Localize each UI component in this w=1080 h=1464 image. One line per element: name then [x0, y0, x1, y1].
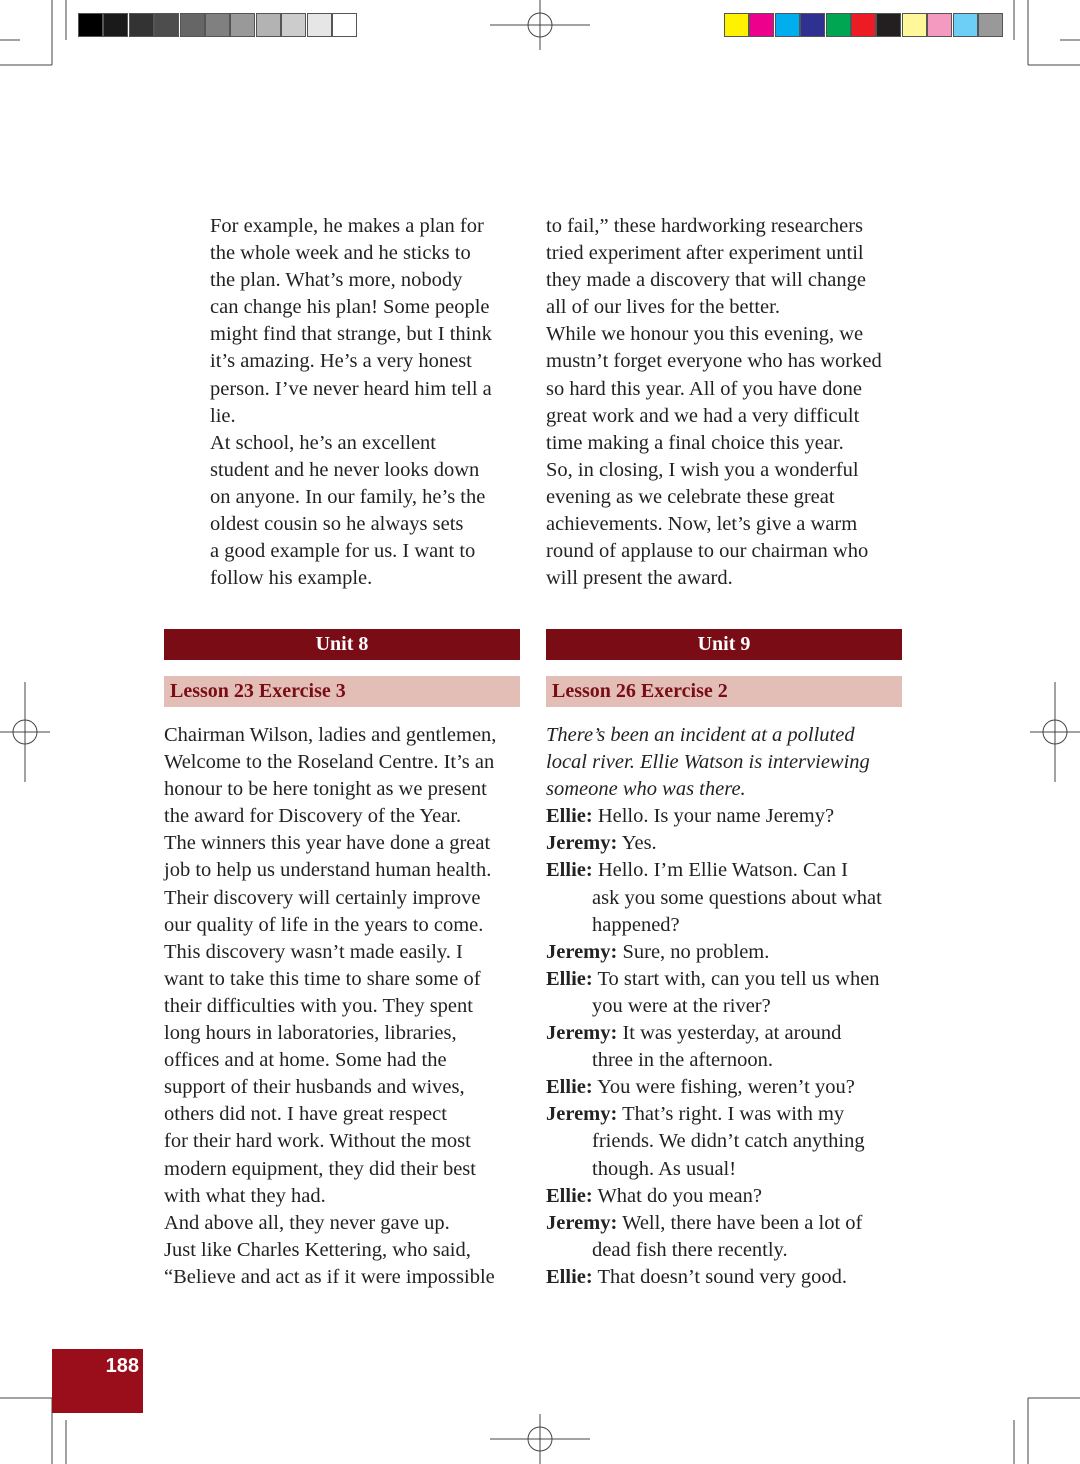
text-line: While we honour you this evening, we: [546, 323, 864, 346]
speaker-name: Jeremy:: [546, 940, 618, 963]
text-line: with what they had.: [164, 1184, 326, 1207]
dialogue-text: That’s right. I was with my: [622, 1103, 845, 1126]
registration-target-bottom: [490, 1414, 590, 1464]
text-line: long hours in laboratories, libraries,: [164, 1022, 457, 1045]
lesson-23-exercise-3-header: Lesson 23 Exercise 3: [164, 676, 520, 707]
text-line: The winners this year have done a great: [164, 832, 491, 855]
dialogue-text: three in the afternoon.: [592, 1049, 774, 1072]
text-line: to fail,” these hardworking researchers: [546, 215, 864, 237]
dialogue-line: [546, 1183, 882, 1210]
text-line: a good example for us. I want to: [210, 540, 476, 563]
continued-text-right: [546, 213, 882, 592]
speaker-name: Ellie:: [546, 1076, 593, 1099]
text-line: honour to be here tonight as we present: [164, 778, 487, 801]
text-line: lie.: [210, 404, 236, 427]
text-line: Just like Charles Kettering, who said,: [164, 1238, 471, 1261]
text-line: Welcome to the Roseland Centre. It’s an: [164, 751, 495, 774]
dialogue-line: [546, 1156, 882, 1183]
page-number: 188: [52, 1349, 143, 1413]
dialogue-line: [546, 939, 882, 966]
lesson-26-exercise-2-header: Lesson 26 Exercise 2: [546, 676, 902, 707]
unit-8-header: Unit 8: [164, 629, 520, 660]
text-line: the award for Discovery of the Year.: [164, 805, 462, 828]
dialogue-line: [546, 857, 882, 884]
text-line: will present the award.: [546, 567, 733, 590]
text-line: mustn’t forget everyone who has worked: [546, 350, 882, 373]
dialogue-text: though. As usual!: [592, 1157, 737, 1180]
unit-8-speech-text: [164, 722, 496, 1291]
text-line: evening as we celebrate these great: [546, 485, 835, 508]
dialogue-line: [546, 830, 882, 857]
dialogue-text: happened?: [592, 913, 680, 936]
dialogue-text: That doesn’t sound very good.: [597, 1265, 848, 1288]
intro-line: someone who was there.: [546, 778, 746, 801]
dialogue-line: [546, 966, 882, 993]
text-line: might find that strange, but I think: [210, 323, 492, 346]
text-line: tried experiment after experiment until: [546, 242, 864, 265]
text-line: So, in closing, I wish you a wonderful: [546, 458, 859, 481]
text-line: they made a discovery that will change: [546, 269, 866, 292]
text-line: person. I’ve never heard him tell a: [210, 377, 492, 400]
dialogue-text: Yes.: [621, 832, 657, 855]
text-line: For example, he makes a plan for: [210, 215, 484, 237]
speaker-name: Jeremy:: [546, 832, 618, 855]
text-line: all of our lives for the better.: [546, 296, 780, 319]
text-line: “Believe and act as if it were impossible: [164, 1265, 495, 1288]
dialogue-text: What do you mean?: [597, 1184, 762, 1207]
text-line: want to take this time to share some of: [164, 967, 481, 990]
text-line: for their hard work. Without the most: [164, 1130, 471, 1153]
dialogue-line: [546, 1020, 882, 1047]
text-line: round of applause to our chairman who: [546, 540, 869, 563]
continued-text-left: [210, 213, 492, 592]
text-line: so hard this year. All of you have done: [546, 377, 862, 400]
text-line: time making a final choice this year.: [546, 431, 844, 454]
text-line: This discovery wasn’t made easily. I: [164, 940, 463, 963]
dialogue-text: You were fishing, weren’t you?: [597, 1076, 855, 1099]
text-line: the plan. What’s more, nobody: [210, 269, 463, 292]
dialogue-line: [546, 993, 882, 1020]
text-line: student and he never looks down: [210, 458, 480, 481]
dialogue-line: [546, 803, 882, 830]
text-line: modern equipment, they did their best: [164, 1157, 476, 1180]
text-line: on anyone. In our family, he’s the: [210, 485, 486, 508]
intro-line: local river. Ellie Watson is interviewing: [546, 751, 870, 774]
text-line: And above all, they never gave up.: [164, 1211, 450, 1234]
text-line: offices and at home. Some had the: [164, 1049, 447, 1072]
dialogue-text: ask you some questions about what: [592, 886, 882, 909]
text-line: others did not. I have great respect: [164, 1103, 447, 1126]
text-line: our quality of life in the years to come.: [164, 913, 484, 936]
dialogue-text: friends. We didn’t catch anything: [592, 1130, 865, 1153]
dialogue-line: [546, 1210, 882, 1237]
dialogue-text: Hello. I’m Ellie Watson. Can I: [597, 859, 848, 882]
dialogue-text: To start with, can you tell us when: [597, 967, 880, 990]
speaker-name: Jeremy:: [546, 1022, 618, 1045]
speaker-name: Ellie:: [546, 859, 593, 882]
dialogue-line: [546, 1237, 882, 1264]
text-line: oldest cousin so he always sets: [210, 513, 464, 536]
dialogue-text: Hello. Is your name Jeremy?: [597, 805, 835, 828]
text-line: At school, he’s an excellent: [210, 431, 437, 454]
speaker-name: Ellie:: [546, 1184, 593, 1207]
text-line: can change his plan! Some people: [210, 296, 490, 319]
dialogue-line: [546, 1074, 882, 1101]
dialogue-text: you were at the river?: [592, 994, 771, 1017]
speaker-name: Jeremy:: [546, 1211, 618, 1234]
text-line: job to help us understand human health.: [164, 859, 492, 882]
dialogue-line: [546, 1047, 882, 1074]
dialogue-text: dead fish there recently.: [592, 1238, 788, 1261]
intro-line: There’s been an incident at a polluted: [546, 724, 855, 746]
registration-target-left: [0, 682, 50, 782]
text-line: their difficulties with you. They spent: [164, 994, 473, 1017]
speaker-name: Ellie:: [546, 967, 593, 990]
text-line: Chairman Wilson, ladies and gentlemen,: [164, 724, 497, 746]
dialogue-line: [546, 1264, 882, 1291]
dialogue-line: [546, 1101, 882, 1128]
text-line: great work and we had a very difficult: [546, 404, 860, 427]
speaker-name: Ellie:: [546, 805, 593, 828]
dialogue-line: [546, 912, 882, 939]
dialogue-line: [546, 1128, 882, 1155]
dialogue-line: [546, 885, 882, 912]
dialogue-text: Sure, no problem.: [622, 940, 770, 963]
text-line: achievements. Now, let’s give a warm: [546, 513, 858, 536]
text-line: Their discovery will certainly improve: [164, 886, 481, 909]
dialogue-text: Well, there have been a lot of: [622, 1211, 863, 1234]
unit-9-dialogue: [546, 722, 882, 1291]
text-line: support of their husbands and wives,: [164, 1076, 465, 1099]
text-line: the whole week and he sticks to: [210, 242, 471, 265]
registration-target-right: [1030, 682, 1080, 782]
speaker-name: Jeremy:: [546, 1103, 618, 1126]
text-line: follow his example.: [210, 567, 373, 590]
text-line: it’s amazing. He’s a very honest: [210, 350, 472, 373]
unit-9-header: Unit 9: [546, 629, 902, 660]
speaker-name: Ellie:: [546, 1265, 593, 1288]
registration-target-top: [490, 0, 590, 50]
dialogue-text: It was yesterday, at around: [622, 1022, 842, 1045]
